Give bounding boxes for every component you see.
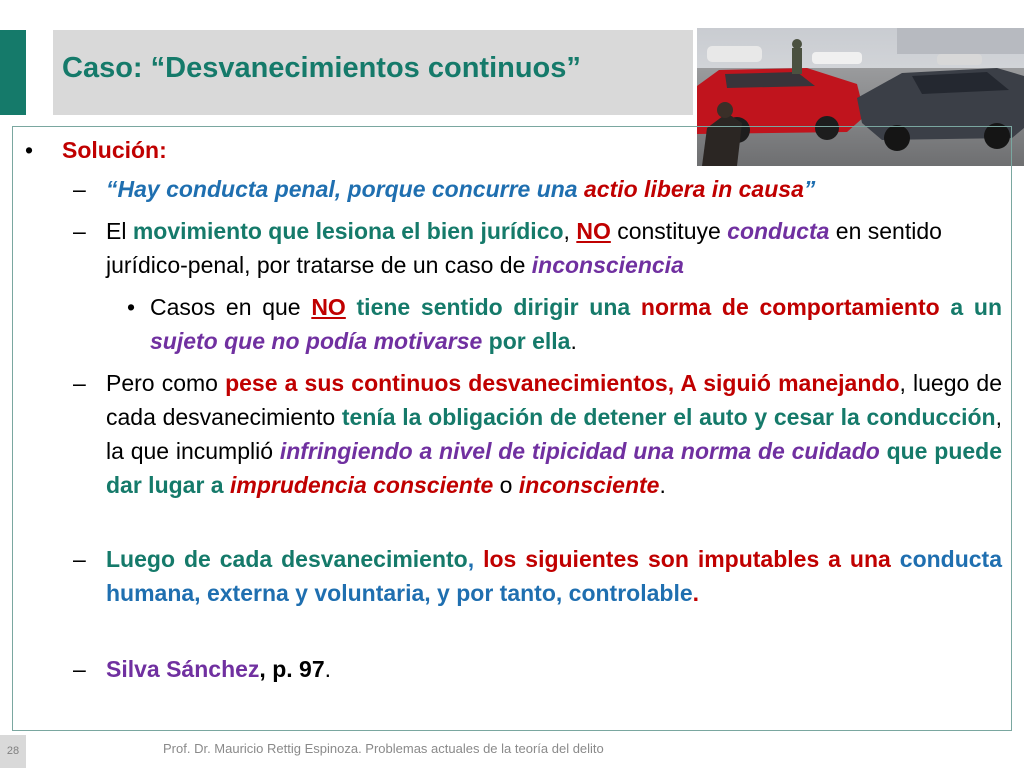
dash-marker: – [73,656,86,682]
bullet-marker: • [25,137,34,163]
page-number: 28 [0,735,26,768]
footer-text: Prof. Dr. Mauricio Rettig Espinoza. Problemas actuales de la teoría del delito [163,741,604,756]
sub-bullet-marker: • [127,294,136,320]
solution-heading: Solución: [62,137,167,163]
dash-marker: – [73,370,86,396]
however-paragraph: Pero como pese a sus continuos desvanecimientos, A siguió manejando, luego de cada desvanecimiento tenía la obligación de detener el auto y cesar la conducción, la que incumplió infringiendo a nivel de tipicidad una norma de cuidado que puede dar lugar a imprudencia consciente o inconsciente. [106,370,1003,498]
imputable-paragraph: Luego de cada desvanecimiento, los siguientes son imputables a una conducta humana, externa y voluntaria, y por tanto, controlable. [106,546,1003,606]
dash-marker: – [73,546,86,572]
quote-line: “Hay conducta penal, porque concurre una actio libera in causa” [106,176,816,202]
dash-marker: – [73,218,86,244]
cases-paragraph: Casos en que NO tiene sentido dirigir una norma de comportamiento a un sujeto que no podía motivarse por ella. [150,294,1002,354]
movement-paragraph: El movimiento que lesiona el bien jurídico, NO constituye conducta en sentido jurídico-penal, por tratarse de un caso de inconsciencia [106,218,942,278]
citation-line: Silva Sánchez, p. 97. [106,656,332,682]
dash-marker: – [73,176,86,202]
title-accent-bar [0,30,26,115]
slide-title: Caso: “Desvanecimientos continuos” [62,52,581,84]
